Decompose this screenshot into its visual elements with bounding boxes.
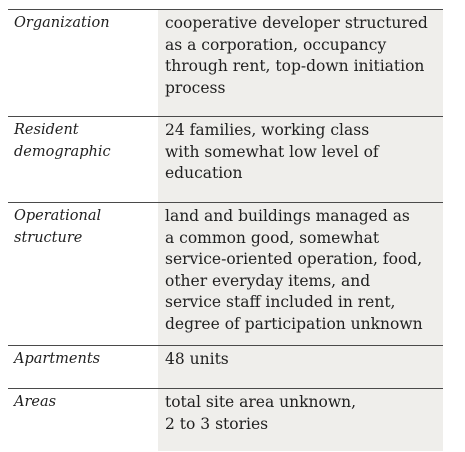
row-label: Operational structure: [14, 208, 102, 246]
row-value: total site area unknown, 2 to 3 stories: [165, 393, 356, 433]
row-label: Apartments: [14, 351, 101, 367]
row-value: 24 families, working class with somewhat low level of education: [165, 121, 379, 182]
table-row-apartments: [8, 345, 443, 389]
row-value: land and buildings managed as a common good, somewhat service-oriented operation, food, other everyday items, and service staff included in rent, degree of participation unknown: [165, 207, 423, 333]
table-row-resident-demographic: [8, 116, 443, 203]
row-label: Resident demographic: [14, 122, 111, 160]
row-label: Areas: [14, 394, 57, 410]
table-row-operational-structure: [8, 202, 443, 346]
table-row-organization: [8, 9, 443, 117]
table-row-areas: [8, 388, 443, 452]
row-value: cooperative developer structured as a corporation, occupancy through rent, top-down initiation process: [165, 14, 428, 97]
row-label: Organization: [14, 15, 110, 31]
row-value: 48 units: [165, 350, 229, 368]
